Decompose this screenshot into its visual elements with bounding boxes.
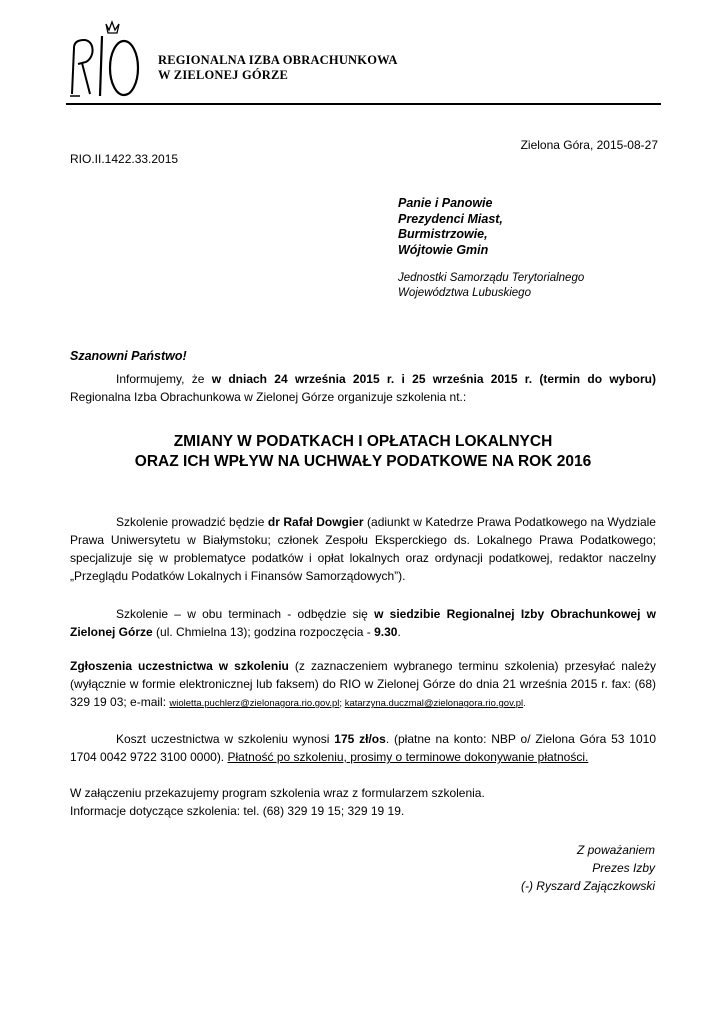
intro-paragraph	[70, 370, 656, 406]
org-line-1: REGIONALNA IZBA OBRACHUNKOWA	[158, 53, 398, 67]
header-divider	[66, 103, 661, 105]
training-title	[70, 432, 656, 472]
letter-date: Zielona Góra, 2015-08-27	[520, 138, 658, 152]
registration-text: (z zaznaczeniem wybranego terminu szkolenia) przesyłać należy (wyłącznie w formie elektronicznej lub faksem) do RIO w Zielonej Górze do dnia 21 września 2015 r. fax: (68) 329 19 03; e-mail:	[70, 659, 656, 709]
cost-text: Koszt uczestnictwa w szkoleniu wynosi	[116, 732, 335, 746]
contact-info: Informacje dotyczące szkolenia: tel. (68) 329 19 15; 329 19 19.	[70, 804, 405, 818]
salutation: Szanowni Państwo!	[70, 349, 187, 363]
recipient-line: Wójtowie Gmin	[398, 242, 489, 257]
rio-logo	[64, 18, 146, 100]
recipient-line: Panie i Panowie	[398, 196, 493, 210]
registration-heading: Zgłoszenia uczestnictwa w szkoleniu	[70, 659, 289, 673]
unit-line-2: Województwa Lubuskiego	[398, 286, 531, 299]
intro-text: Informujemy, że	[116, 372, 212, 386]
trainer-bio: (adiunkt w Katedrze Prawa Podatkowego na Wydziale Prawa Uniwersytetu w Białymstoku; członek Zespołu Eksperckiego ds. Lokalnego Prawa Podatkowego; specjalizuje się w problematyce podatków i opłat lokalnych oraz ordynacji podatkowej, redaktor naczelny „Przeglądu Podatków Lokalnych i Finansów Samorządowych”).	[70, 515, 656, 583]
trainer-paragraph	[70, 513, 656, 585]
bank-account: . (płatne na konto: NBP o/ Zielona Góra 53 1010 1704 0042 9722 3100 0000).	[70, 732, 656, 764]
recipient-line: Burmistrzowie,	[398, 227, 488, 241]
venue-text: Szkolenie – w obu terminach - odbędzie się	[116, 607, 375, 621]
organization-name	[158, 53, 398, 83]
recipient-line: Prezydenci Miast,	[398, 211, 503, 226]
reference-number: RIO.II.1422.33.2015	[70, 152, 179, 166]
closing: Z poważaniem	[576, 843, 655, 857]
cost-paragraph	[70, 730, 656, 766]
venue-paragraph: Szkolenie – w obu terminach - odbędzie się w siedzibie Regionalnej Izby Obrachunkowej w Zielonej Górze (ul. Chmielna 13); godzina rozpoczęcia - 9.30.	[70, 607, 657, 639]
attachment-note: W załączeniu przekazujemy program szkolenia wraz z formularzem szkolenia.	[70, 786, 485, 800]
venue-address: (ul. Chmielna 13); godzina rozpoczęcia -	[152, 625, 375, 639]
signer-title: Prezes Izby	[592, 861, 655, 875]
intro-dates: w dniach 24 września 2015 r. i 25 września 2015 r. (termin do wyboru)	[211, 372, 656, 386]
payment-note: Płatność po szkoleniu, prosimy o terminowe dokonywanie płatności.	[227, 750, 589, 764]
unit-line-1: Jednostki Samorządu Terytorialnego	[398, 272, 585, 284]
cost-amount: 175 zł/os	[334, 732, 386, 746]
email-link-2[interactable]: katarzyna.duczmal@zielonagora.rio.gov.pl	[344, 698, 524, 709]
title-line-2: ORAZ ICH WPŁYW NA UCHWAŁY PODATKOWE NA ROK 2016	[134, 453, 592, 470]
start-time: 9.30	[374, 625, 398, 639]
trainer-name: dr Rafał Dowgier	[267, 515, 364, 529]
recipient-unit	[398, 271, 584, 300]
title-line-1: ZMIANY W PODATKACH I OPŁATACH LOKALNYCH	[173, 433, 553, 450]
org-line-2: W ZIELONEJ GÓRZE	[158, 68, 289, 82]
recipients-block	[398, 196, 503, 258]
trainer-text: Szkolenie prowadzić będzie	[116, 515, 268, 529]
signature-block	[521, 841, 655, 895]
venue-place: w siedzibie Regionalnej Izby Obrachunkowej w Zielonej Górze	[70, 607, 657, 639]
registration-paragraph: Zgłoszenia uczestnictwa w szkoleniu (z zaznaczeniem wybranego terminu szkolenia) przesyłać należy (wyłącznie w formie elektronicznej lub faksem) do RIO w Zielonej Górze do dnia 21 września 2015 r. fax: (68) 329 19 03; e-mail: wioletta.puchlerz@zielonagora.rio.gov.pl; katarzyna.duczmal@zielonagora.rio.gov.pl.	[70, 659, 656, 709]
intro-text-end: Regionalna Izba Obrachunkowa w Zielonej Górze organizuje szkolenia nt.:	[70, 390, 467, 404]
email-link-1[interactable]: wioletta.puchlerz@zielonagora.rio.gov.pl	[169, 698, 340, 709]
signer-name: (-) Ryszard Zajączkowski	[520, 879, 655, 893]
